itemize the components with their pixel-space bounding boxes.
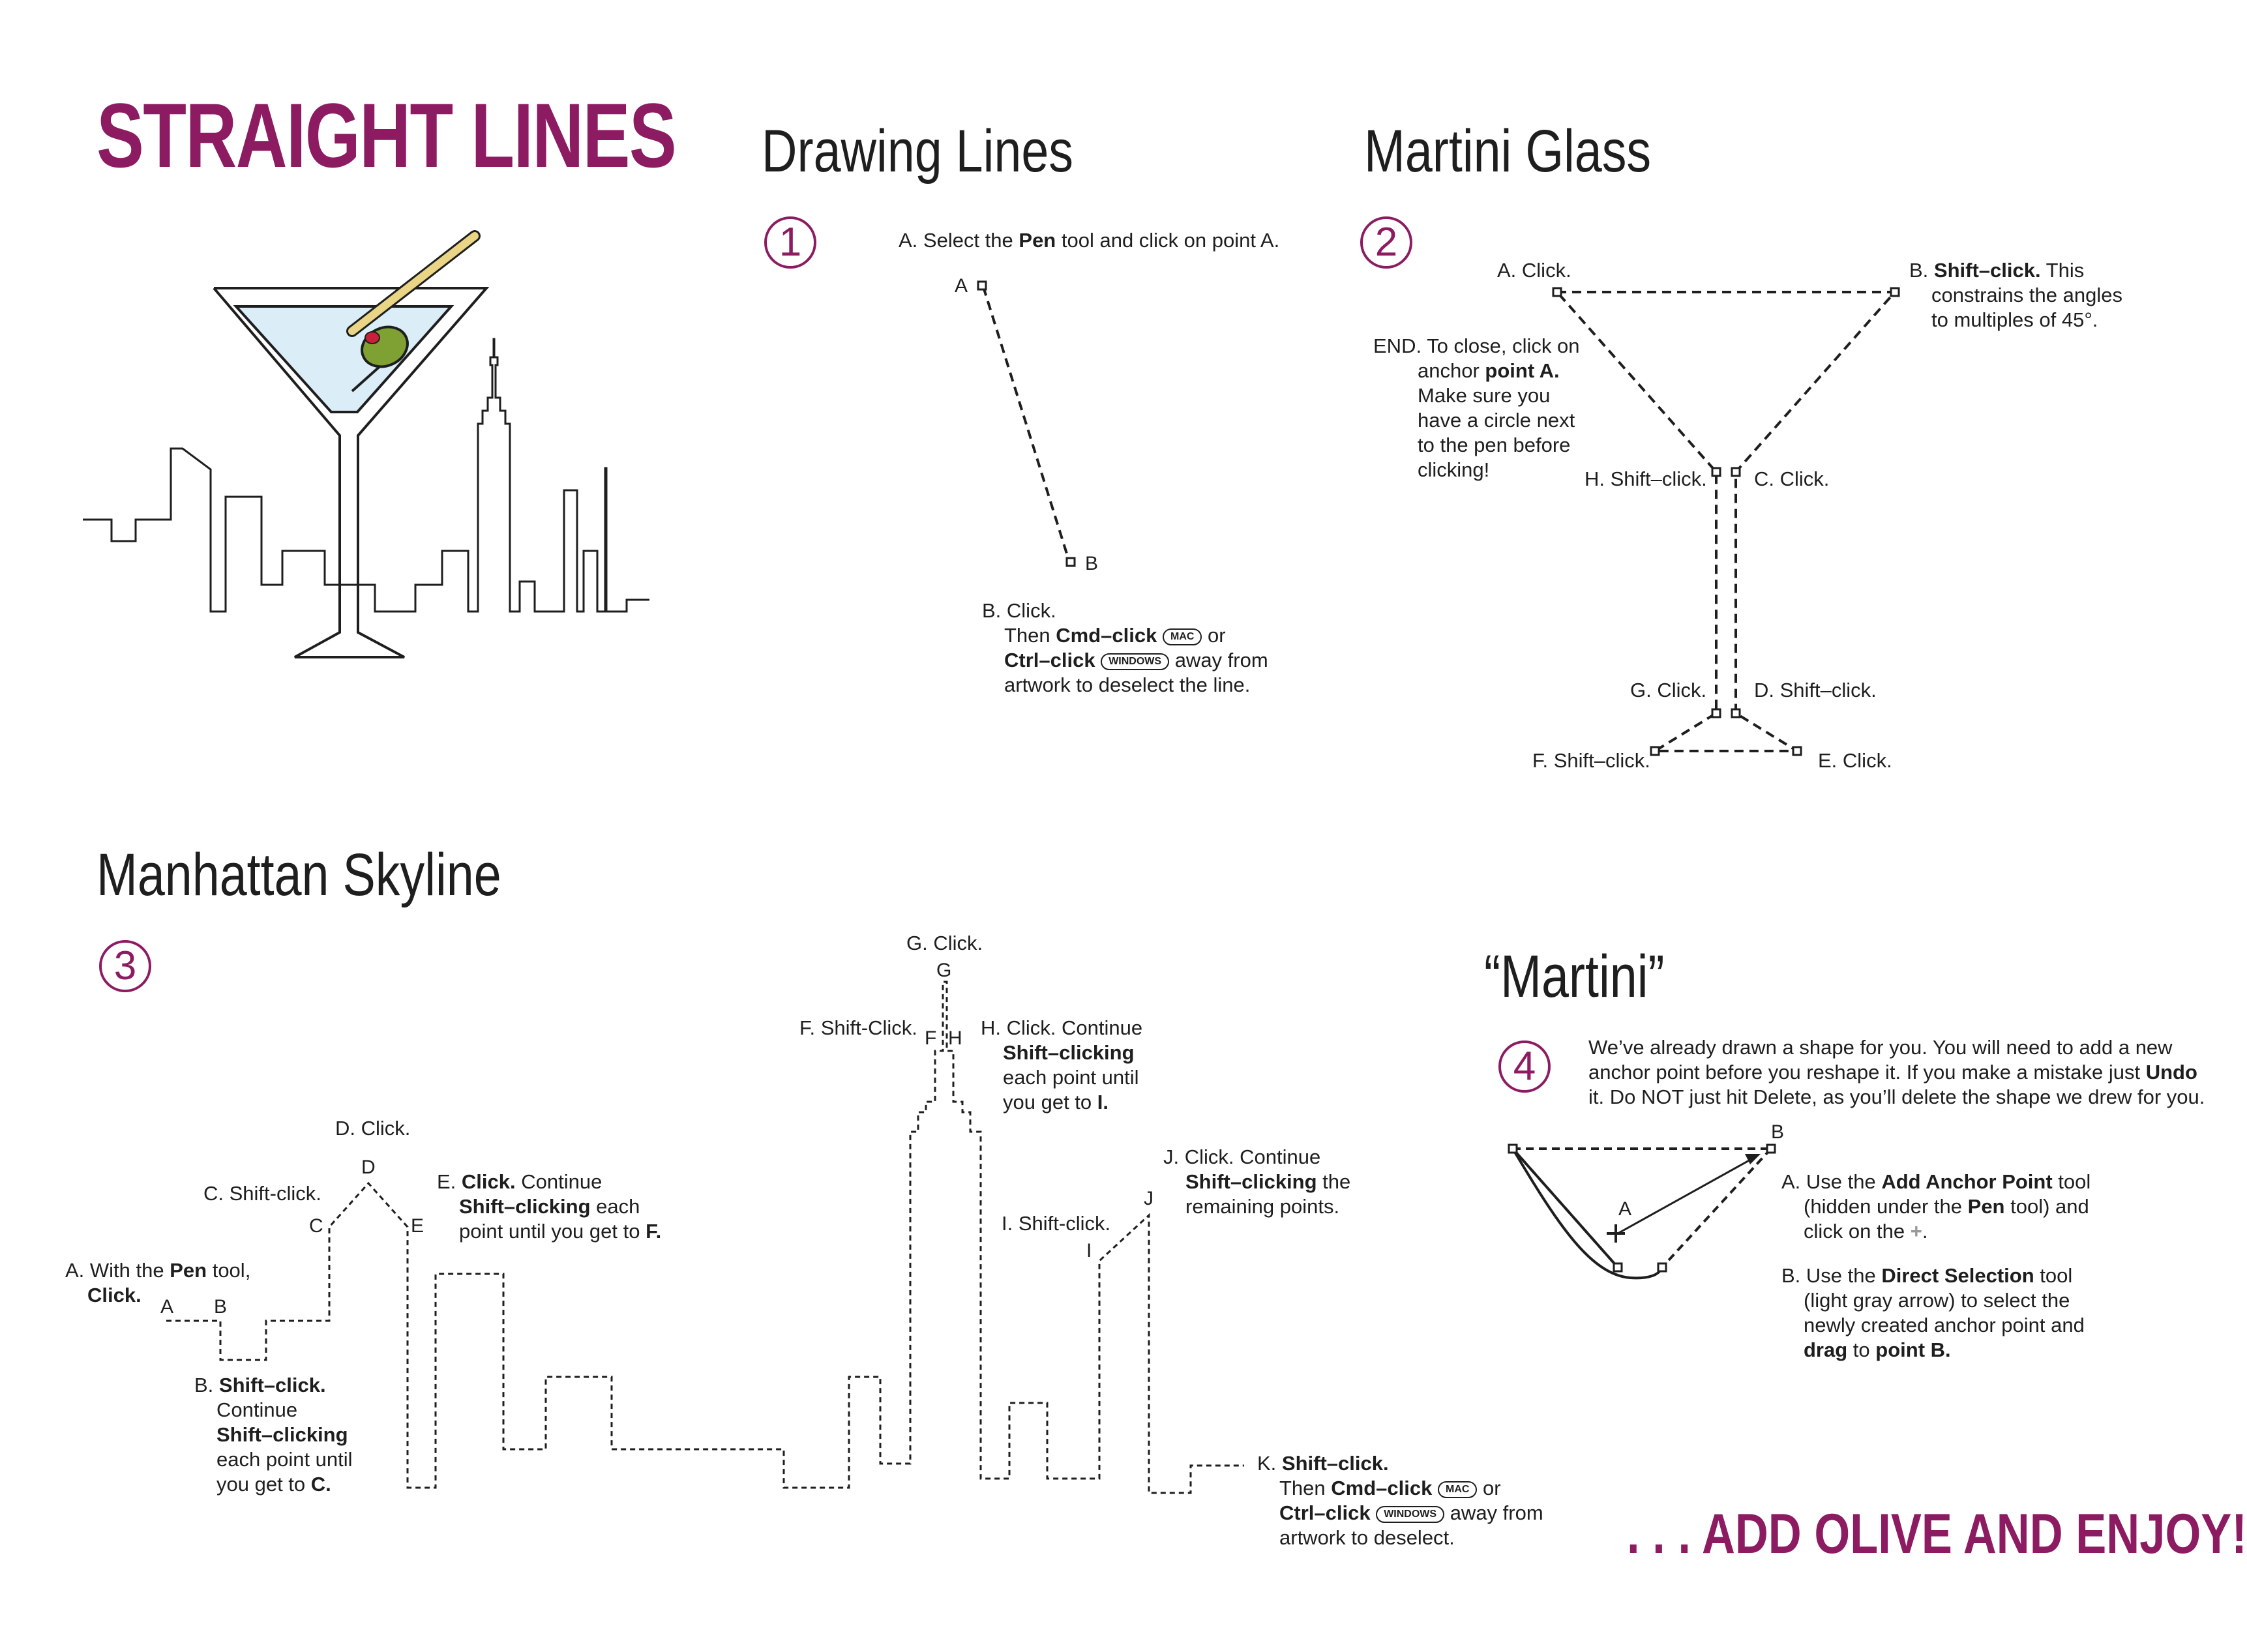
skyline-label-i: I. Shift-click. xyxy=(1002,1212,1111,1235)
pimento xyxy=(365,332,379,344)
section-heading-skyline: Manhattan Skyline xyxy=(97,842,501,908)
reshape-point-b: B xyxy=(1771,1121,1785,1143)
step-number-1: 1 xyxy=(764,216,816,269)
label-g-click: G. Click. xyxy=(1630,679,1707,701)
skyline-label-k: K. Shift–click. Then Cmd–click MAC or Ctrl–click WINDOWS away from artwork to deselect. xyxy=(1257,1452,1543,1549)
section-heading-martini-word: “Martini” xyxy=(1484,943,1665,1010)
skyline-point-j: J xyxy=(1144,1188,1153,1209)
section-heading-martini-glass: Martini Glass xyxy=(1364,118,1652,184)
point-label-b: B xyxy=(1085,553,1099,574)
skyline-point-b: B xyxy=(214,1296,228,1318)
label-a-click: A. Click. xyxy=(1497,259,1571,282)
martini-liquid xyxy=(236,306,451,412)
label-c-click: C. Click. xyxy=(1754,467,1830,490)
skyline-point-g: G xyxy=(936,960,952,981)
closing-tagline: . . . ADD OLIVE AND ENJOY! xyxy=(1627,1503,2247,1565)
skyline-label-f: F. Shift-Click. xyxy=(799,1016,917,1039)
martini-illustration xyxy=(214,236,486,657)
page-title: STRAIGHT LINES xyxy=(97,84,676,186)
reshape-point-a: A xyxy=(1618,1198,1632,1220)
skyline-point-f: F xyxy=(925,1027,937,1049)
skyline-point-d: D xyxy=(361,1157,376,1178)
label-b-shift-click: B. Shift–click. This constrains the angles to multiples of 45°. xyxy=(1909,259,2122,331)
skyline-label-c: C. Shift-click. xyxy=(203,1182,321,1205)
skyline-label-j: J. Click. Continue Shift–clicking the remaining points. xyxy=(1163,1145,1351,1218)
skyline-label-a: A. With the Pen tool, Click. xyxy=(65,1259,251,1306)
windows-badge: WINDOWS xyxy=(1101,653,1169,670)
label-h-shift-click: H. Shift–click. xyxy=(1585,467,1707,490)
reshape-instruction-a: A. Use the Add Anchor Point tool (hidden under the Pen tool) and click on the +. xyxy=(1781,1170,2091,1243)
skyline-point-i: I xyxy=(1086,1240,1092,1261)
diagram-reshape xyxy=(1509,1145,1775,1278)
skyline-label-h: H. Click. Continue Shift–clicking each point until you get to I. xyxy=(981,1016,1143,1114)
skyline-label-g: G. Click. xyxy=(906,932,983,954)
windows-badge: WINDOWS xyxy=(1376,1506,1444,1523)
point-label-a: A xyxy=(955,275,968,297)
mac-badge: MAC xyxy=(1438,1481,1477,1498)
skyline-label-e: E. Click. Continue Shift–clicking each point until you get to F. xyxy=(437,1170,662,1243)
anchor-point-b xyxy=(1067,558,1075,566)
section-heading-drawing-lines: Drawing Lines xyxy=(762,118,1074,184)
step-number-3: 3 xyxy=(99,940,151,992)
skyline-point-a: A xyxy=(160,1296,174,1318)
label-e-click: E. Click. xyxy=(1818,749,1892,772)
skyline-point-h: H xyxy=(948,1027,962,1049)
label-d-shift-click: D. Shift–click. xyxy=(1754,679,1877,701)
plus-icon: + xyxy=(1910,1220,1922,1243)
martini-intro-text: We’ve already drawn a shape for you. You will need to add a new anchor point before you reshape it. If you make a mistake just Undo it. Do NOT just hit Delete, as you’ll delete the shape we drew for you. xyxy=(1588,1036,2205,1108)
anchor-point-a xyxy=(978,282,986,289)
reshape-instruction-b: B. Use the Direct Selection tool (light gray arrow) to select the newly created anchor point and drag to point B. xyxy=(1781,1264,2085,1361)
skyline-label-b: B. Shift–click. Continue Shift–clicking each point until you get to C. xyxy=(194,1374,353,1496)
mac-badge: MAC xyxy=(1163,628,1202,645)
instruction-select-pen: A. Select the Pen tool and click on point A. xyxy=(899,229,1280,252)
skyline-point-c: C xyxy=(309,1215,323,1237)
skyline-label-d: D. Click. xyxy=(335,1117,411,1140)
step-number-2: 2 xyxy=(1360,216,1412,269)
step-number-4: 4 xyxy=(1498,1040,1551,1093)
instruction-b-click: B. Click. Then Cmd–click MAC or Ctrl–click WINDOWS away from artwork to deselect the line. xyxy=(982,599,1268,696)
skyline-point-e: E xyxy=(411,1215,424,1237)
label-end-close: END. To close, click on anchor point A. Make sure you have a circle next to the pen before clicking! xyxy=(1373,334,1580,481)
diagram-drawing-lines xyxy=(978,282,1075,566)
label-f-shift-click: F. Shift–click. xyxy=(1532,749,1650,772)
